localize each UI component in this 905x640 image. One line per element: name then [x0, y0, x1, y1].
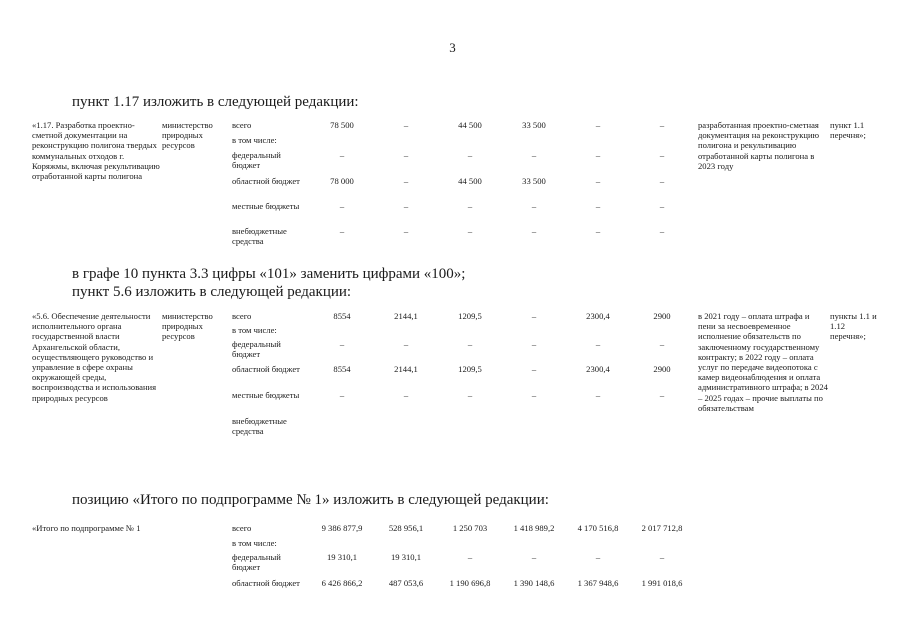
table-cell: – — [339, 339, 345, 349]
table-cell: 44 500 — [458, 120, 482, 130]
table-cell: – — [595, 120, 601, 130]
table-cell: 6 426 866,2 — [321, 578, 363, 588]
section2-source-local: местные бюджеты — [232, 390, 300, 400]
table-cell: 2300,4 — [586, 311, 610, 321]
table-cell: 2300,4 — [586, 364, 610, 374]
section3-source-incl: в том числе: — [232, 538, 277, 548]
table-cell: – — [339, 226, 345, 236]
section1-result: разработанная проектно-сметная документация на реконструкцию полигона и рекультивацию отработанной карты полигона в 2023 году — [698, 120, 819, 171]
table-cell: – — [467, 552, 473, 562]
table-cell: – — [403, 176, 409, 186]
section2-source-incl: в том числе: — [232, 325, 277, 335]
table-cell: – — [403, 226, 409, 236]
table-cell: – — [467, 339, 473, 349]
table-cell: 8554 — [333, 311, 351, 321]
table-cell: 1 418 989,2 — [513, 523, 555, 533]
table-cell: – — [531, 364, 537, 374]
table-cell: 2144,1 — [394, 364, 418, 374]
table-cell: 1209,5 — [458, 311, 482, 321]
table-cell: – — [339, 390, 345, 400]
table-cell: 78 500 — [330, 120, 354, 130]
section1-executor: министерство природных ресурсов — [162, 120, 213, 151]
section1-source-total: всего — [232, 120, 252, 130]
table-cell: 1 190 696,8 — [449, 578, 491, 588]
section2-source-regional: областной бюджет — [232, 364, 300, 374]
section3-heading: позицию «Итого по подпрограмме № 1» изложить в следующей редакции: — [72, 492, 549, 508]
table-cell: 1209,5 — [458, 364, 482, 374]
table-cell: 2144,1 — [394, 311, 418, 321]
section1-source-local: местные бюджеты — [232, 201, 300, 211]
table-cell: – — [595, 176, 601, 186]
table-cell: – — [531, 390, 537, 400]
table-cell: 8554 — [333, 364, 351, 374]
table-cell: – — [595, 552, 601, 562]
section2-source-federal: федеральный бюджет — [232, 339, 281, 360]
table-cell: – — [467, 226, 473, 236]
section1-source-extra: внебюджетные средства — [232, 226, 287, 247]
table-cell: – — [467, 390, 473, 400]
table-cell: 9 386 877,9 — [321, 523, 363, 533]
table-cell: – — [659, 150, 665, 160]
table-cell: 33 500 — [522, 120, 546, 130]
table-cell: 19 310,1 — [390, 552, 422, 562]
table-cell: – — [403, 201, 409, 211]
section1-source-incl: в том числе: — [232, 135, 277, 145]
section2-executor: министерство природных ресурсов — [162, 311, 213, 342]
page-number: 3 — [449, 40, 456, 55]
table-cell: – — [403, 150, 409, 160]
table-cell: – — [595, 226, 601, 236]
section1-source-federal: федеральный бюджет — [232, 150, 281, 171]
table-cell: 2900 — [653, 364, 671, 374]
section1-source-regional: областной бюджет — [232, 176, 300, 186]
table-cell: – — [467, 150, 473, 160]
table-cell: – — [659, 226, 665, 236]
table-cell: – — [659, 201, 665, 211]
table-cell: – — [339, 150, 345, 160]
table-cell: – — [339, 201, 345, 211]
section3-source-federal: федеральный бюджет — [232, 552, 281, 573]
table-cell: – — [659, 120, 665, 130]
table-cell: 1 991 018,6 — [641, 578, 683, 588]
table-cell: – — [531, 226, 537, 236]
section2-source-extra: внебюджетные средства — [232, 416, 287, 437]
table-cell: – — [659, 176, 665, 186]
section2-reference: пункты 1.1 и 1.12 перечня»; — [830, 311, 877, 342]
table-cell: 33 500 — [522, 176, 546, 186]
table-cell: – — [531, 201, 537, 211]
section2-source-total: всего — [232, 311, 252, 321]
table-cell: – — [403, 390, 409, 400]
section2-description: «5.6. Обеспечение деятельности исполнительного органа государственной власти Архангельской области, осуществляющего руководство и управление в сфере охраны окружающей среды, воспроизводства и использования природных ресурсов — [32, 311, 157, 403]
section2-result: в 2021 году – оплата штрафа и пени за несвоевременное исполнение обязательств по заключенному государственному контракту; в 2022 году – оплата услуг по передаче видеопотока с камер видеонаблюдения и оплата административного штрафа; в 2024 – 2025 годах – прочие выплаты по обязательствам — [698, 311, 828, 413]
table-cell: 487 053,6 — [388, 578, 424, 588]
table-cell: 1 390 148,6 — [513, 578, 555, 588]
table-cell: – — [467, 201, 473, 211]
section3-description: «Итого по подпрограмме № 1 — [32, 523, 141, 533]
table-cell: 78 000 — [330, 176, 354, 186]
table-cell: 4 170 516,8 — [577, 523, 619, 533]
table-cell: – — [531, 339, 537, 349]
table-cell: 2 017 712,8 — [641, 523, 683, 533]
section3-source-total: всего — [232, 523, 252, 533]
table-cell: – — [595, 339, 601, 349]
table-cell: – — [595, 201, 601, 211]
section2-heading-line1: в графе 10 пункта 3.3 цифры «101» заменить цифрами «100»; — [72, 266, 466, 282]
section1-reference: пункт 1.1 перечня»; — [830, 120, 866, 141]
table-cell: – — [595, 150, 601, 160]
section1-heading: пункт 1.17 изложить в следующей редакции: — [72, 94, 359, 110]
section2-heading-line2: пункт 5.6 изложить в следующей редакции: — [72, 284, 352, 300]
table-cell: – — [531, 552, 537, 562]
table-cell: 44 500 — [458, 176, 482, 186]
table-cell: – — [531, 150, 537, 160]
table-cell: 19 310,1 — [326, 552, 358, 562]
table-cell: 2900 — [653, 311, 671, 321]
table-cell: – — [403, 339, 409, 349]
table-cell: – — [659, 390, 665, 400]
table-cell: 1 250 703 — [452, 523, 488, 533]
table-cell: – — [403, 120, 409, 130]
section1-description: «1.17. Разработка проектно-сметной документации на реконструкцию полигона твердых коммунальных отходов г. Коряжмы, включая рекультивацию отработанной карты полигона — [32, 120, 160, 182]
table-cell: – — [531, 311, 537, 321]
table-cell: – — [659, 339, 665, 349]
table-cell: 528 956,1 — [388, 523, 424, 533]
table-cell: 1 367 948,6 — [577, 578, 619, 588]
table-cell: – — [659, 552, 665, 562]
table-cell: – — [595, 390, 601, 400]
section3-source-regional: областной бюджет — [232, 578, 300, 588]
